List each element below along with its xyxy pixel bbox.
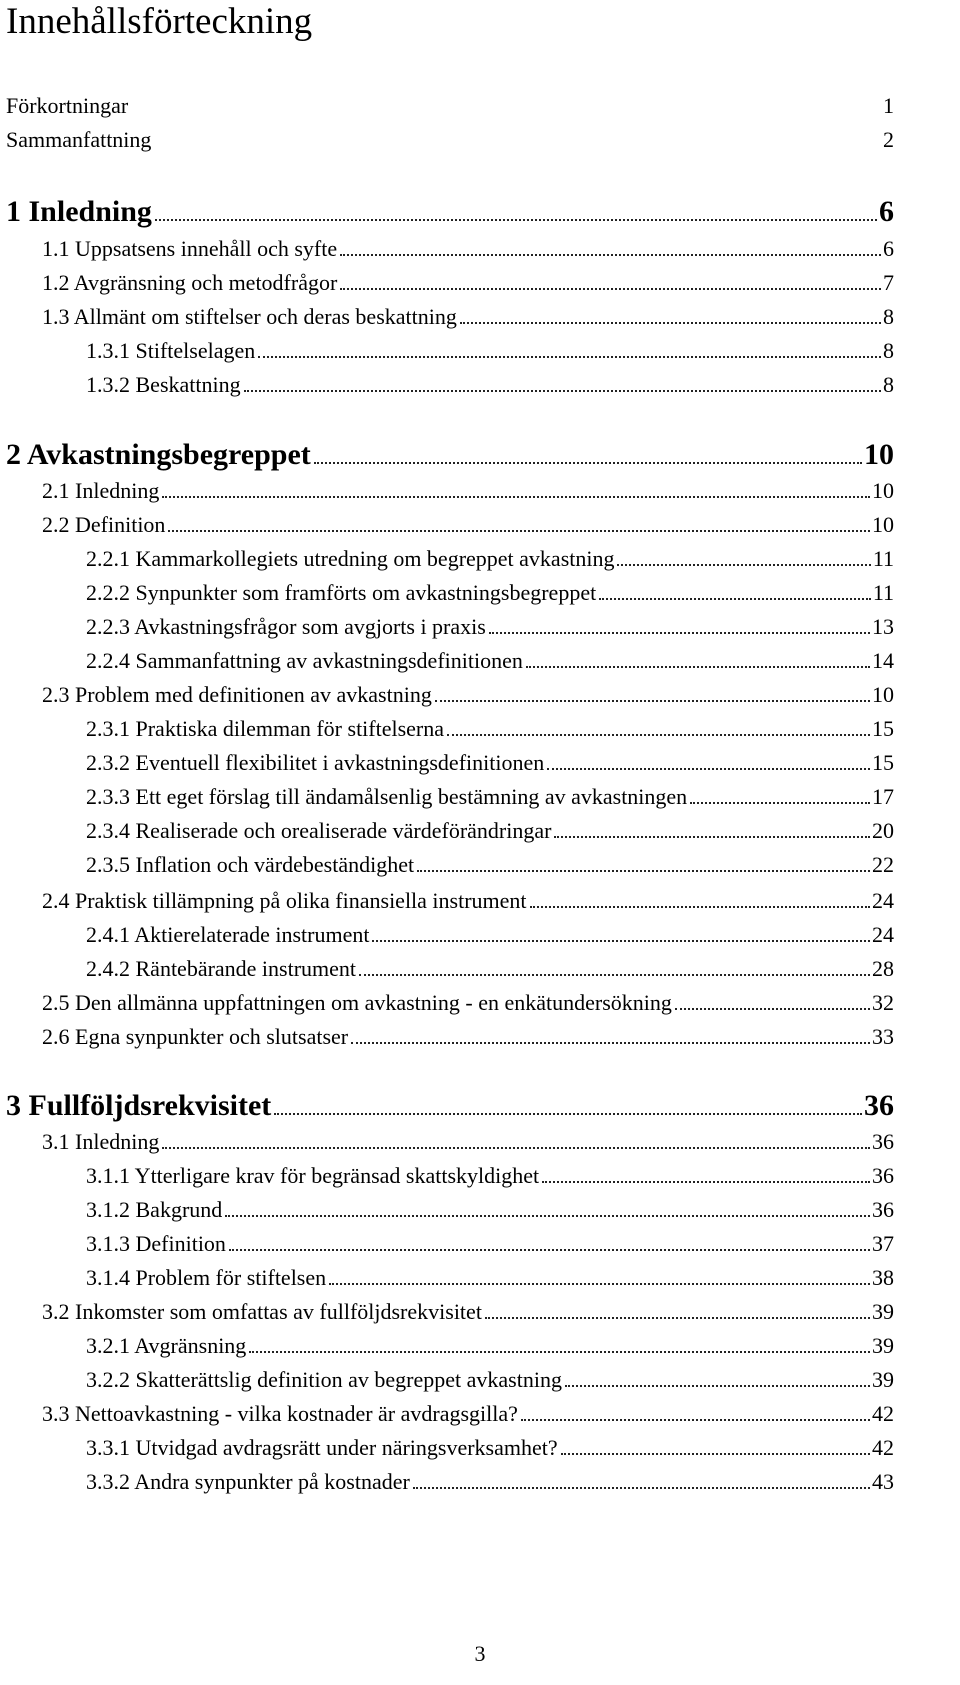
toc-entry-page: 42 — [872, 1435, 894, 1460]
toc-entry-page: 2 — [883, 127, 894, 152]
toc-entry-label: 1.3 Allmänt om stiftelser och deras beskattning — [42, 304, 457, 329]
toc-entry[interactable] — [86, 921, 894, 949]
toc-entry[interactable] — [86, 1162, 894, 1190]
dot-leader — [554, 836, 870, 838]
toc-entry[interactable] — [86, 613, 894, 641]
dot-leader — [274, 1113, 862, 1115]
toc-entry-page: 38 — [872, 1265, 894, 1290]
toc-entry-page: 36 — [872, 1129, 894, 1154]
toc-entry[interactable] — [86, 579, 894, 607]
toc-entry-page: 6 — [879, 195, 894, 228]
toc-entry-page: 39 — [872, 1367, 894, 1392]
toc-entry-label: 3 Fullföljdsrekvisitet — [6, 1089, 272, 1122]
dot-leader — [249, 1351, 870, 1353]
toc-entry-page: 36 — [872, 1163, 894, 1188]
toc-entry-page: 8 — [883, 338, 894, 363]
toc-entry-label: 2 Avkastningsbegreppet — [6, 438, 311, 471]
dot-leader — [314, 462, 862, 464]
toc-entry[interactable] — [86, 1434, 894, 1462]
toc-entry[interactable] — [6, 92, 894, 120]
toc-entry[interactable] — [42, 303, 894, 331]
toc-entry-label: 1.3.2 Beskattning — [86, 372, 241, 397]
toc-entry-label: 1.2 Avgränsning och metodfrågor — [42, 270, 338, 295]
dot-leader — [372, 940, 870, 942]
toc-entry-page: 7 — [883, 270, 894, 295]
toc-entry-page: 14 — [872, 648, 894, 673]
toc-entry-label: 2.3.1 Praktiska dilemman för stiftelserna — [86, 716, 445, 741]
dot-leader — [690, 802, 870, 804]
toc-entry-page: 1 — [883, 93, 894, 118]
toc-entry-page: 32 — [872, 990, 894, 1015]
dot-leader — [447, 734, 870, 736]
toc-entry[interactable] — [6, 126, 894, 154]
toc-entry-label: 3.2.1 Avgränsning — [86, 1333, 247, 1358]
dot-leader — [542, 1181, 870, 1183]
toc-entry-page: 15 — [872, 716, 894, 741]
toc-entry-page: 39 — [872, 1333, 894, 1358]
toc-entry-label: 3.1.3 Definition — [86, 1231, 226, 1256]
dot-leader — [340, 288, 881, 290]
toc-entry-page: 36 — [864, 1089, 894, 1122]
toc-entry-page: 8 — [883, 304, 894, 329]
toc-entry[interactable] — [42, 887, 894, 915]
toc-entry-label: 2.2.2 Synpunkter som framförts om avkastningsbegreppet — [86, 580, 597, 605]
toc-entry-page: 43 — [872, 1469, 894, 1494]
toc-entry-label: 3.3.1 Utvidgad avdragsrätt under näringsverksamhet? — [86, 1435, 558, 1460]
toc-entry-label: 2.3.2 Eventuell flexibilitet i avkastningsdefinitionen — [86, 750, 545, 775]
dot-leader — [258, 356, 881, 358]
dot-leader — [565, 1385, 870, 1387]
toc-entry[interactable] — [86, 1468, 894, 1496]
dot-leader — [530, 906, 870, 908]
toc-entry[interactable] — [86, 783, 894, 811]
toc-entry-label: 3.3 Nettoavkastning - vilka kostnader är avdragsgilla? — [42, 1401, 518, 1426]
dot-leader — [675, 1008, 870, 1010]
toc-entry-label: 1.1 Uppsatsens innehåll och syfte — [42, 236, 338, 261]
dot-leader — [617, 564, 870, 566]
toc-entry-label: 2.6 Egna synpunkter och slutsatser — [42, 1024, 349, 1049]
toc-entry-page: 10 — [872, 512, 894, 537]
toc-entry[interactable] — [42, 989, 894, 1017]
toc-entry-page: 24 — [872, 922, 894, 947]
toc-entry[interactable] — [86, 337, 894, 365]
toc-entry[interactable] — [86, 955, 894, 983]
dot-leader — [526, 666, 870, 668]
toc-entry-page: 11 — [872, 580, 894, 605]
toc-entry-label: 2.2.4 Sammanfattning av avkastningsdefinitionen — [86, 648, 523, 673]
toc-entry[interactable] — [86, 715, 894, 743]
dot-leader — [244, 390, 881, 392]
toc-entry[interactable] — [86, 647, 894, 675]
toc-entry-label: 2.3.4 Realiserade och orealiserade värdeförändringar — [86, 818, 552, 843]
toc-entry[interactable] — [86, 371, 894, 399]
toc-entry[interactable] — [42, 1023, 894, 1051]
toc-entry-page: 28 — [872, 956, 894, 981]
toc-entry-label: 2.1 Inledning — [42, 478, 160, 503]
toc-entry[interactable] — [86, 1230, 894, 1258]
toc-entry-page: 13 — [872, 614, 894, 639]
toc-entry-label: 2.2 Definition — [42, 512, 166, 537]
toc-entry[interactable] — [86, 817, 894, 845]
toc-entry-page: 39 — [872, 1299, 894, 1324]
toc-entry-label: Sammanfattning — [6, 127, 152, 152]
toc-entry-label: 3.1 Inledning — [42, 1129, 160, 1154]
toc-entry-page: 6 — [883, 236, 894, 261]
toc-entry-page: 37 — [872, 1231, 894, 1256]
toc-entry-label: 3.1.1 Ytterligare krav för begränsad skattskyldighet — [86, 1163, 540, 1188]
toc-entry-label: 1.3.1 Stiftelselagen — [86, 338, 256, 363]
dot-leader — [162, 496, 870, 498]
toc-entry-label: 2.3 Problem med definitionen av avkastning — [42, 682, 432, 707]
dot-leader — [460, 322, 881, 324]
toc-entry-page: 36 — [872, 1197, 894, 1222]
toc-entry-page: 10 — [864, 438, 894, 471]
toc-entry-label: 3.2 Inkomster som omfattas av fullföljdsrekvisitet — [42, 1299, 482, 1324]
toc-entry-page: 33 — [872, 1024, 894, 1049]
toc-entry-page: 17 — [872, 784, 894, 809]
toc-entry[interactable] — [42, 269, 894, 297]
toc-entry[interactable] — [86, 749, 894, 777]
dot-leader — [435, 700, 870, 702]
dot-leader — [417, 870, 870, 872]
toc-entry[interactable] — [42, 1400, 894, 1428]
toc-entry-page: 10 — [872, 682, 894, 707]
dot-leader — [225, 1215, 870, 1217]
toc-entry-label: Förkortningar — [6, 93, 129, 118]
toc-entry-label: 3.1.4 Problem för stiftelsen — [86, 1265, 327, 1290]
toc-entry[interactable] — [86, 851, 894, 879]
toc-entry-label: 2.4 Praktisk tillämpning på olika finansiella instrument — [42, 888, 527, 913]
toc-entry[interactable] — [42, 1298, 894, 1326]
page-title: Innehållsförteckning — [6, 1, 313, 42]
toc-entry-label: 2.3.3 Ett eget förslag till ändamålsenlig bestämning av avkastningen — [86, 784, 688, 809]
toc-entry-label: 1 Inledning — [6, 195, 152, 228]
dot-leader — [162, 1147, 870, 1149]
toc-entry-page: 8 — [883, 372, 894, 397]
dot-leader — [351, 1042, 870, 1044]
toc-entry[interactable] — [42, 511, 894, 539]
toc-entry[interactable] — [42, 681, 894, 709]
toc-entry[interactable] — [42, 477, 894, 505]
toc-entry[interactable] — [86, 1196, 894, 1224]
toc-entry-page: 11 — [872, 546, 894, 571]
dot-leader — [489, 632, 870, 634]
page-number: 3 — [474, 1641, 486, 1666]
toc-entry-label: 2.4.2 Räntebärande instrument — [86, 956, 357, 981]
toc-entry[interactable] — [6, 1088, 894, 1124]
toc-entry-label: 2.5 Den allmänna uppfattningen om avkastning - en enkätundersökning — [42, 990, 672, 1015]
dot-leader — [329, 1283, 870, 1285]
dot-leader — [413, 1487, 870, 1489]
toc-entry-page: 22 — [872, 852, 894, 877]
toc-entry-label: 2.4.1 Aktierelaterade instrument — [86, 922, 370, 947]
dot-leader — [521, 1419, 870, 1421]
dot-leader — [155, 219, 877, 221]
toc-entry[interactable] — [6, 437, 894, 473]
toc-entry-page: 10 — [872, 478, 894, 503]
toc-entry-label: 2.3.5 Inflation och värdebeständighet — [86, 852, 415, 877]
toc-entry[interactable] — [6, 194, 894, 230]
dot-leader — [168, 530, 870, 532]
dot-leader — [561, 1453, 870, 1455]
toc-entry-page: 24 — [872, 888, 894, 913]
toc-entry-label: 2.2.1 Kammarkollegiets utredning om begreppet avkastning — [86, 546, 615, 571]
dot-leader — [229, 1249, 870, 1251]
toc-entry-label: 3.1.2 Bakgrund — [86, 1197, 223, 1222]
dot-leader — [547, 768, 870, 770]
toc-entry-label: 2.2.3 Avkastningsfrågor som avgjorts i praxis — [86, 614, 486, 639]
toc-entry[interactable] — [42, 235, 894, 263]
dot-leader — [340, 254, 881, 256]
toc-entry-page: 15 — [872, 750, 894, 775]
toc-entry-label: 3.2.2 Skatterättslig definition av begreppet avkastning — [86, 1367, 562, 1392]
toc-entry[interactable] — [42, 1128, 894, 1156]
toc-entry[interactable] — [86, 1332, 894, 1360]
toc-entry[interactable] — [86, 545, 894, 573]
toc-entry[interactable] — [86, 1366, 894, 1394]
toc-entry-label: 3.3.2 Andra synpunkter på kostnader — [86, 1469, 410, 1494]
dot-leader — [485, 1317, 870, 1319]
toc-entry[interactable] — [86, 1264, 894, 1292]
dot-leader — [599, 598, 871, 600]
toc-entry-page: 20 — [872, 818, 894, 843]
toc-entry-page: 42 — [872, 1401, 894, 1426]
dot-leader — [359, 974, 870, 976]
